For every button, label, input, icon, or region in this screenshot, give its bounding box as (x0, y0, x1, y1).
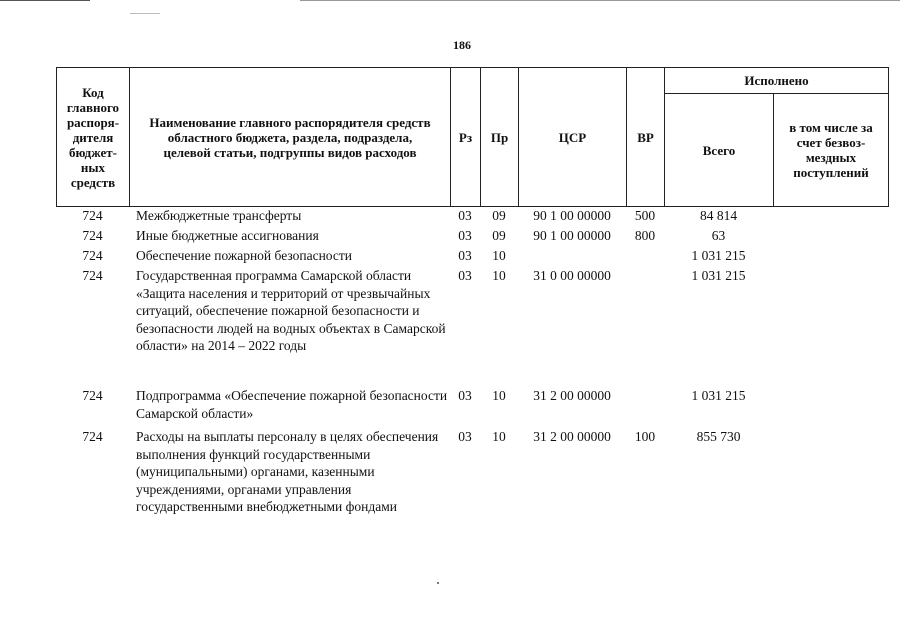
row-1-csr: 90 1 00 00000 (533, 208, 611, 223)
row-4-name: Государственная программа Самарской области «Защита населения и территорий от чрезвычайных ситуаций, обеспечение пожарной безопасности и безопасности людей на водных объектах в Самарской области» на 2014 – 2022 годы (136, 268, 446, 353)
row-2-name: Иные бюджетные ассигнования (136, 228, 319, 243)
row-5-rz: 03 (458, 388, 472, 403)
row-2-vr: 800 (634, 228, 656, 243)
row-6-name: Расходы на выплаты персоналу в целях обеспечения выполнения функций государственными (муниципальными) органами, казенными учреждениями, органами управления государственными внебюджетными фондами (136, 429, 439, 514)
row-4-pr: 10 (492, 268, 506, 283)
row-3-code: 724 (82, 248, 103, 263)
row-1-vr: 500 (634, 208, 656, 223)
row-1-pr: 09 (492, 208, 506, 223)
header-executed: Исполнено (664, 67, 889, 94)
scan-speck (437, 582, 439, 584)
row-3-rz: 03 (458, 248, 472, 263)
header-name: Наименование главного распорядителя средств областного бюджета, раздела, подраздела, целевой статьи, подгруппы видов расходов (129, 67, 451, 207)
row-6-code: 724 (82, 429, 103, 444)
header-pr: Пр (480, 67, 519, 207)
scan-edge-line (0, 0, 90, 1)
header-rz: Рз (450, 67, 481, 207)
header-gratuitous: в том числе за счет безвоз-мездных поступлений (773, 93, 889, 207)
row-2-total: 63 (711, 228, 726, 243)
row-4-csr: 31 0 00 00000 (533, 268, 611, 283)
scan-edge-line (300, 0, 900, 1)
row-3-total: 1 031 215 (691, 248, 746, 263)
row-4-total: 1 031 215 (691, 268, 746, 283)
row-2-rz: 03 (458, 228, 472, 243)
row-2-csr: 90 1 00 00000 (533, 228, 611, 243)
row-5-name: Подпрограмма «Обеспечение пожарной безопасности Самарской области» (136, 388, 448, 421)
scan-speck (130, 13, 160, 14)
row-3-name: Обеспечение пожарной безопасности (136, 248, 353, 263)
header-vr: ВР (626, 67, 665, 207)
row-6-rz: 03 (458, 429, 472, 444)
row-1-rz: 03 (458, 208, 472, 223)
header-code: Код главного распоря-дителя бюджет-ных средств (56, 67, 130, 207)
row-2-pr: 09 (492, 228, 506, 243)
row-1-total: 84 814 (699, 208, 738, 223)
row-1-name: Межбюджетные трансферты (136, 208, 302, 223)
row-6-pr: 10 (492, 429, 506, 444)
row-6-vr: 100 (634, 429, 656, 444)
row-5-csr: 31 2 00 00000 (533, 388, 611, 403)
row-6-csr: 31 2 00 00000 (533, 429, 611, 444)
header-csr: ЦСР (518, 67, 627, 207)
row-4-code: 724 (82, 268, 103, 283)
row-4-rz: 03 (458, 268, 472, 283)
header-total: Всего (664, 93, 774, 207)
row-2-code: 724 (82, 228, 103, 243)
row-6-total: 855 730 (696, 429, 741, 444)
row-5-total: 1 031 215 (691, 388, 746, 403)
row-1-code: 724 (82, 208, 103, 223)
row-5-pr: 10 (492, 388, 506, 403)
row-3-pr: 10 (492, 248, 506, 263)
row-5-code: 724 (82, 388, 103, 403)
